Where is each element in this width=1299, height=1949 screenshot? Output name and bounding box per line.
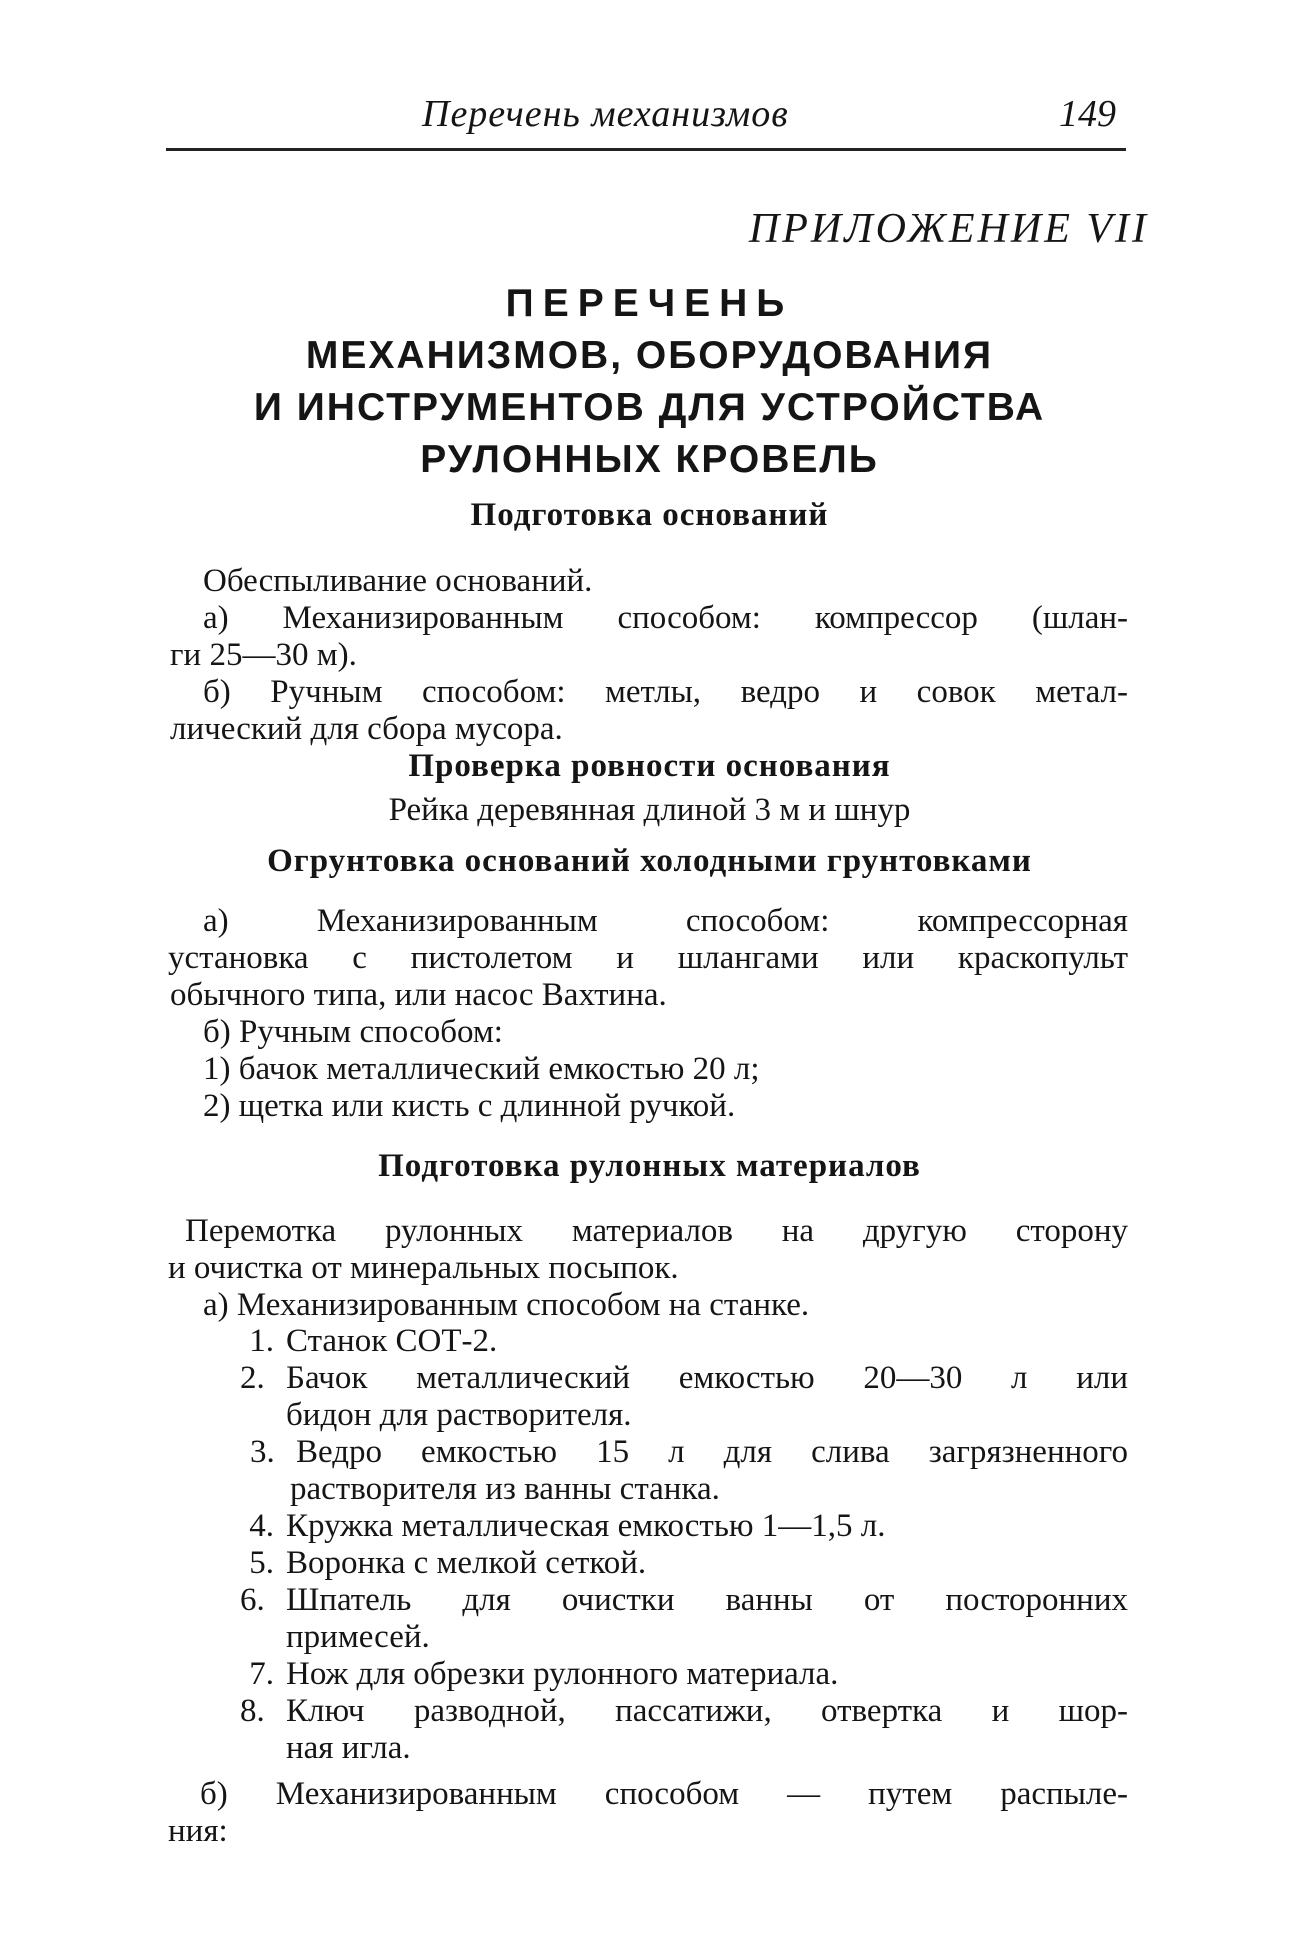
section3-a-line2: установка с пистолетом и шлангами или краскопульт (168, 940, 1128, 976)
page-number: 149 (1059, 93, 1116, 135)
main-title-line-3: И ИНСТРУМЕНТОВ ДЛЯ УСТРОЙСТВА (253, 386, 1046, 429)
section4-intro-line1: Перемотка рулонных материалов на другую сторону (185, 1213, 1128, 1249)
list-item-text: Шпатель для очистки ванны от посторонних (286, 1582, 1128, 1618)
section4-b-line2: ния: (168, 1813, 228, 1849)
section1-b-line1: б) Ручным способом: метлы, ведро и совок метал- (203, 674, 1128, 710)
main-title (0, 278, 1299, 486)
main-title-line-2: МЕХАНИЗМОВ, ОБОРУДОВАНИЯ (305, 334, 994, 377)
running-header-title: Перечень механизмов (422, 93, 789, 135)
list-item (240, 1323, 497, 1359)
list-item-text: Нож для обрезки рулонного материала. (286, 1656, 839, 1692)
list-item-number: 1. (249, 1323, 274, 1359)
list-item (240, 1360, 1128, 1396)
list-item-continuation: примесей. (286, 1619, 430, 1655)
section-heading-evenness-check: Проверка ровности основания (408, 748, 891, 784)
list-item-number: 2. (240, 1360, 265, 1396)
section-heading-roll-materials: Подготовка рулонных материалов (378, 1148, 921, 1184)
list-item-continuation: растворителя из ванны станка. (290, 1471, 720, 1507)
list-item (240, 1693, 1128, 1729)
list-item-number: 4. (249, 1508, 274, 1544)
list-item (240, 1656, 838, 1692)
list-item (240, 1508, 886, 1544)
list-item-continuation: бидон для растворителя. (286, 1397, 632, 1433)
list-item-continuation: ная игла. (286, 1730, 411, 1766)
list-item-text: Ведро емкостью 15 л для слива загрязненного (296, 1434, 1128, 1470)
list-item (250, 1434, 1128, 1470)
section4-b-line1: б) Механизированным способом — путем распыле- (200, 1776, 1128, 1812)
section4-intro-line2: и очистка от минеральных посыпок. (168, 1250, 679, 1286)
main-title-line-1: ПЕРЕЧЕНЬ (505, 282, 794, 325)
section1-b-line2: лический для сбора мусора. (170, 711, 563, 747)
section2-text: Рейка деревянная длиной 3 м и шнур (388, 792, 911, 828)
section3-a-line3: обычного типа, или насос Вахтина. (170, 977, 667, 1013)
section3-item-1: 1) бачок металлический емкостью 20 л; (203, 1051, 760, 1087)
section3-a-line1: а) Механизированным способом: компрессорная (203, 903, 1128, 939)
list-item-text: Бачок металлический емкостью 20—30 л или (286, 1360, 1128, 1396)
list-item-number: 5. (249, 1545, 274, 1581)
section1-a-line1: а) Механизированным способом: компрессор (шлан- (203, 600, 1128, 636)
section4-a-line: а) Механизированным способом на станке. (203, 1287, 810, 1323)
list-item-number: 3. (250, 1434, 275, 1470)
running-header (166, 92, 1124, 142)
section3-b-line: б) Ручным способом: (203, 1014, 503, 1050)
list-item-text: Воронка с мелкой сеткой. (286, 1545, 647, 1581)
section3-item-2: 2) щетка или кисть с длинной ручкой. (203, 1088, 736, 1124)
list-item (240, 1545, 646, 1581)
section-heading-priming: Огрунтовка оснований холодными грунтовками (267, 843, 1032, 879)
section1-intro: Обеспыливание оснований. (203, 563, 593, 599)
section1-a-line2: ги 25—30 м). (170, 637, 357, 673)
main-title-line-4: РУЛОННЫХ КРОВЕЛЬ (420, 438, 879, 481)
appendix-label: ПРИЛОЖЕНИЕ VII (748, 206, 1149, 252)
list-item-number: 8. (240, 1693, 265, 1729)
list-item (240, 1582, 1128, 1618)
list-item-text: Станок СОТ-2. (286, 1323, 498, 1359)
list-item-text: Кружка металлическая емкостью 1—1,5 л. (286, 1508, 886, 1544)
header-rule (166, 148, 1126, 151)
list-item-number: 7. (249, 1656, 274, 1692)
list-item-number: 6. (240, 1582, 265, 1618)
section-heading-base-preparation: Подготовка оснований (470, 497, 829, 533)
list-item-text: Ключ разводной, пассатижи, отвертка и шор- (286, 1693, 1128, 1729)
